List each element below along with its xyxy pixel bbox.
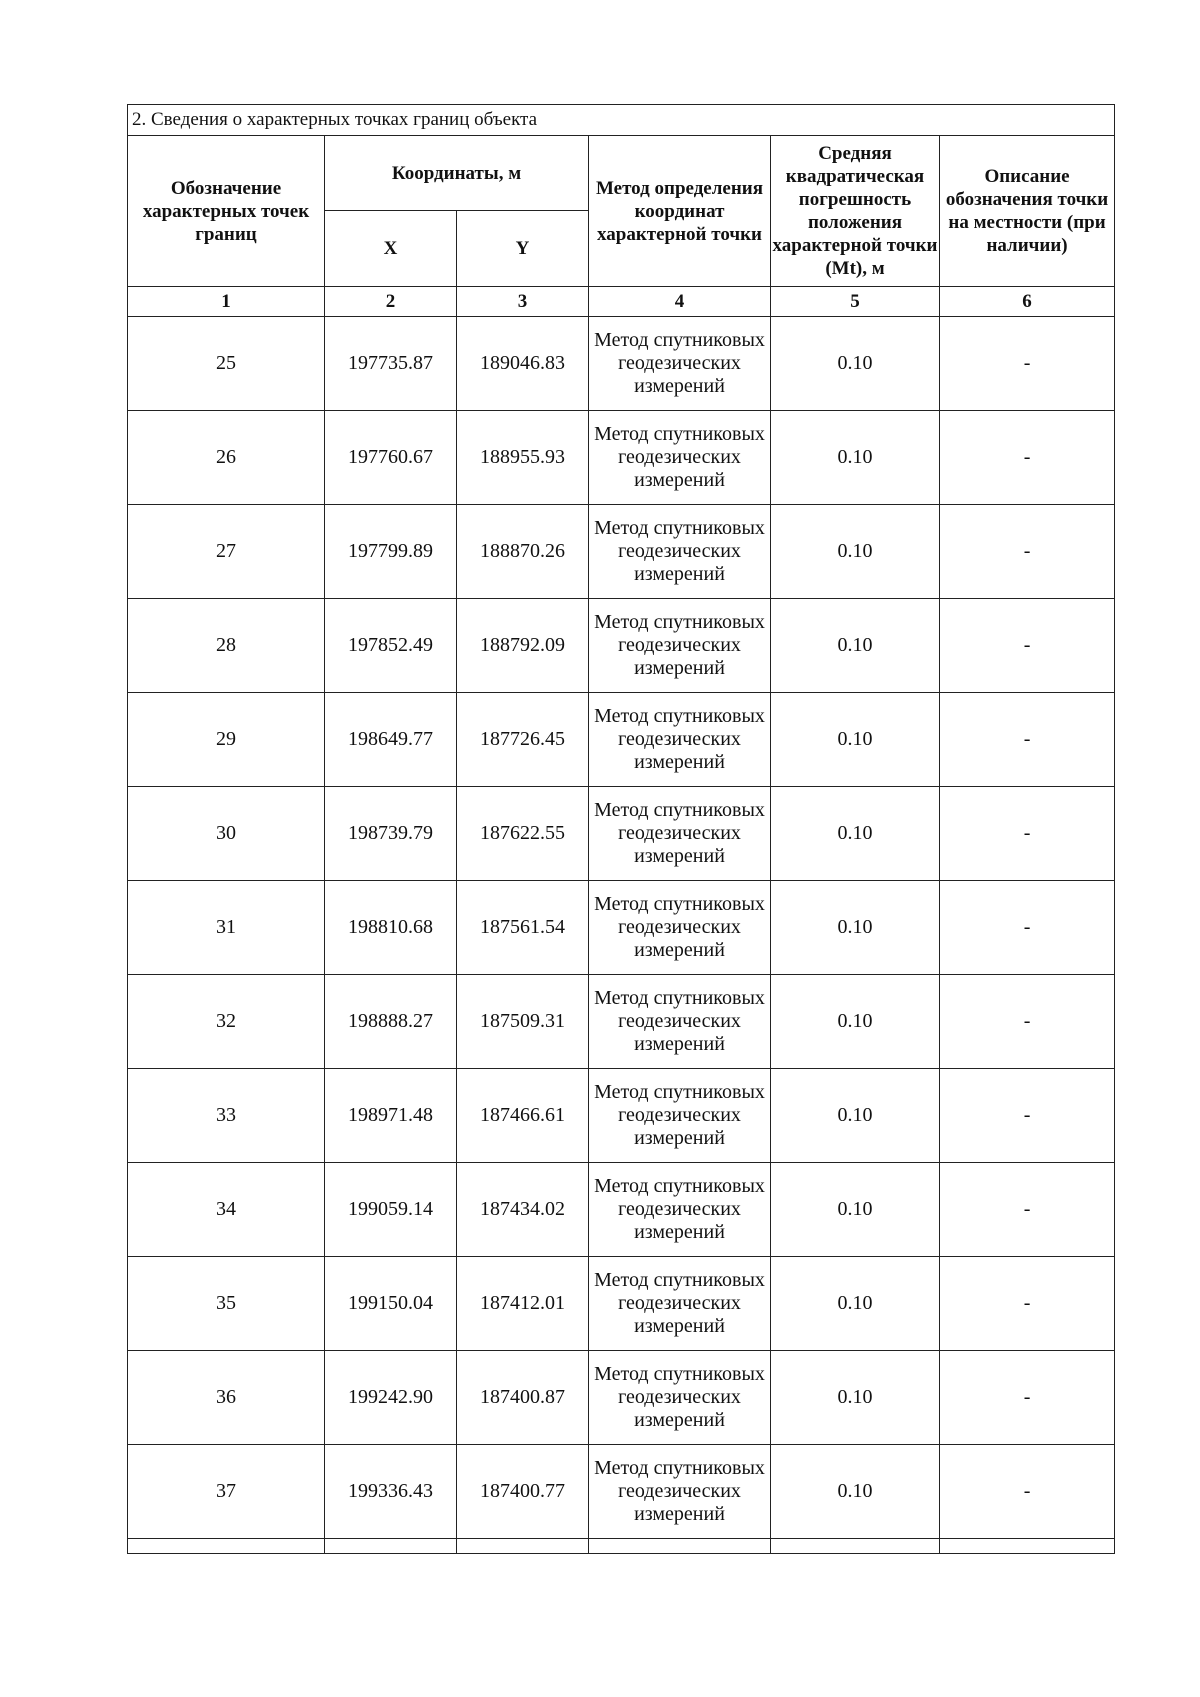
column-number: 2 — [325, 287, 457, 317]
method-cell: Метод спутниковых геодезических измерений — [589, 1069, 771, 1163]
description-cell: - — [940, 505, 1115, 599]
method-cell: Метод спутниковых геодезических измерений — [589, 1163, 771, 1257]
description-cell: - — [940, 599, 1115, 693]
table-caption: 2. Сведения о характерных точках границ объекта — [128, 105, 1115, 136]
y-coordinate-cell: 187466.61 — [457, 1069, 589, 1163]
x-coordinate-cell: 199059.14 — [325, 1163, 457, 1257]
mt-error-cell: 0.10 — [771, 1069, 940, 1163]
boundary-points-table — [127, 104, 1115, 1554]
mt-error-cell: 0.10 — [771, 787, 940, 881]
description-cell: - — [940, 1445, 1115, 1539]
header-method: Метод определения координат характерной точки — [589, 136, 771, 287]
y-coordinate-cell: 187412.01 — [457, 1257, 589, 1351]
table-row — [128, 1163, 1115, 1257]
method-cell: Метод спутниковых геодезических измерений — [589, 411, 771, 505]
table-row — [128, 1069, 1115, 1163]
point-id-cell: 31 — [128, 881, 325, 975]
column-number: 5 — [771, 287, 940, 317]
y-coordinate-cell: 189046.83 — [457, 317, 589, 411]
description-cell: - — [940, 1163, 1115, 1257]
table-row — [128, 975, 1115, 1069]
x-coordinate-cell: 198649.77 — [325, 693, 457, 787]
description-cell: - — [940, 693, 1115, 787]
point-id-cell: 29 — [128, 693, 325, 787]
table-row — [128, 1257, 1115, 1351]
description-cell: - — [940, 1351, 1115, 1445]
method-cell: Метод спутниковых геодезических измерений — [589, 317, 771, 411]
method-cell: Метод спутниковых геодезических измерений — [589, 1351, 771, 1445]
x-coordinate-cell: 198739.79 — [325, 787, 457, 881]
method-cell: Метод спутниковых геодезических измерений — [589, 975, 771, 1069]
mt-error-cell: 0.10 — [771, 1257, 940, 1351]
mt-error-cell: 0.10 — [771, 881, 940, 975]
y-coordinate-cell: 187726.45 — [457, 693, 589, 787]
header-y: Y — [457, 211, 589, 287]
mt-error-cell: 0.10 — [771, 1351, 940, 1445]
point-id-cell: 27 — [128, 505, 325, 599]
mt-error-cell: 0.10 — [771, 411, 940, 505]
document-sheet — [127, 104, 1114, 1554]
table-tail-row — [128, 1539, 1115, 1554]
description-cell: - — [940, 881, 1115, 975]
mt-error-cell: 0.10 — [771, 1445, 940, 1539]
y-coordinate-cell: 188870.26 — [457, 505, 589, 599]
mt-error-cell: 0.10 — [771, 693, 940, 787]
table-body — [128, 317, 1115, 1539]
y-coordinate-cell: 187622.55 — [457, 787, 589, 881]
point-id-cell: 30 — [128, 787, 325, 881]
point-id-cell: 28 — [128, 599, 325, 693]
point-id-cell: 34 — [128, 1163, 325, 1257]
table-row — [128, 1445, 1115, 1539]
x-coordinate-cell: 198810.68 — [325, 881, 457, 975]
table-row — [128, 317, 1115, 411]
y-coordinate-cell: 187400.87 — [457, 1351, 589, 1445]
point-id-cell: 33 — [128, 1069, 325, 1163]
point-id-cell: 32 — [128, 975, 325, 1069]
column-number: 6 — [940, 287, 1115, 317]
description-cell: - — [940, 975, 1115, 1069]
y-coordinate-cell: 188955.93 — [457, 411, 589, 505]
x-coordinate-cell: 198971.48 — [325, 1069, 457, 1163]
header-x: X — [325, 211, 457, 287]
x-coordinate-cell: 199336.43 — [325, 1445, 457, 1539]
table-row — [128, 599, 1115, 693]
header-designation: Обозначение характерных точек границ — [128, 136, 325, 287]
header-coordinates: Координаты, м — [325, 136, 589, 211]
method-cell: Метод спутниковых геодезических измерений — [589, 505, 771, 599]
y-coordinate-cell: 188792.09 — [457, 599, 589, 693]
method-cell: Метод спутниковых геодезических измерений — [589, 693, 771, 787]
mt-error-cell: 0.10 — [771, 317, 940, 411]
table-row — [128, 411, 1115, 505]
column-number-row — [128, 287, 1115, 317]
table-row — [128, 787, 1115, 881]
description-cell: - — [940, 411, 1115, 505]
header-error: Средняя квадратическая погрешность положения характерной точки (Mt), м — [771, 136, 940, 287]
description-cell: - — [940, 1257, 1115, 1351]
x-coordinate-cell: 197852.49 — [325, 599, 457, 693]
description-cell: - — [940, 1069, 1115, 1163]
x-coordinate-cell: 197735.87 — [325, 317, 457, 411]
table-row — [128, 881, 1115, 975]
x-coordinate-cell: 199242.90 — [325, 1351, 457, 1445]
mt-error-cell: 0.10 — [771, 505, 940, 599]
column-number: 4 — [589, 287, 771, 317]
point-id-cell: 37 — [128, 1445, 325, 1539]
mt-error-cell: 0.10 — [771, 975, 940, 1069]
point-id-cell: 25 — [128, 317, 325, 411]
description-cell: - — [940, 787, 1115, 881]
x-coordinate-cell: 197799.89 — [325, 505, 457, 599]
y-coordinate-cell: 187509.31 — [457, 975, 589, 1069]
x-coordinate-cell: 198888.27 — [325, 975, 457, 1069]
table-row — [128, 1351, 1115, 1445]
table-row — [128, 693, 1115, 787]
mt-error-cell: 0.10 — [771, 599, 940, 693]
table-row — [128, 505, 1115, 599]
header-description: Описание обозначения точки на местности (при наличии) — [940, 136, 1115, 287]
method-cell: Метод спутниковых геодезических измерений — [589, 1445, 771, 1539]
method-cell: Метод спутниковых геодезических измерений — [589, 599, 771, 693]
column-number: 1 — [128, 287, 325, 317]
point-id-cell: 26 — [128, 411, 325, 505]
description-cell: - — [940, 317, 1115, 411]
method-cell: Метод спутниковых геодезических измерений — [589, 881, 771, 975]
point-id-cell: 35 — [128, 1257, 325, 1351]
method-cell: Метод спутниковых геодезических измерений — [589, 1257, 771, 1351]
y-coordinate-cell: 187561.54 — [457, 881, 589, 975]
x-coordinate-cell: 199150.04 — [325, 1257, 457, 1351]
method-cell: Метод спутниковых геодезических измерений — [589, 787, 771, 881]
point-id-cell: 36 — [128, 1351, 325, 1445]
y-coordinate-cell: 187400.77 — [457, 1445, 589, 1539]
x-coordinate-cell: 197760.67 — [325, 411, 457, 505]
y-coordinate-cell: 187434.02 — [457, 1163, 589, 1257]
mt-error-cell: 0.10 — [771, 1163, 940, 1257]
column-number: 3 — [457, 287, 589, 317]
